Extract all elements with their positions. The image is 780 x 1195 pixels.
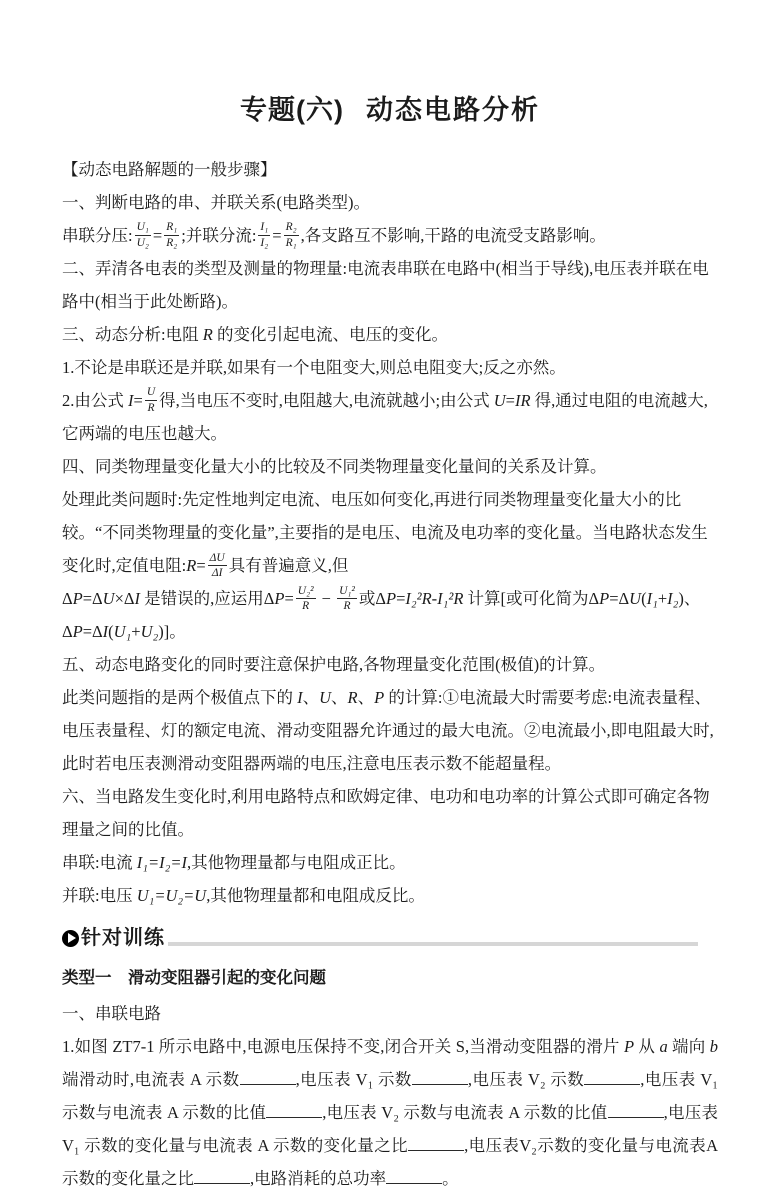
fraction: $\frac{U}{R}$ (146, 386, 156, 414)
step-4: 四、同类物理量变化量大小的比较及不同类物理量变化量间的关系及计算。 (62, 457, 607, 477)
answer-blank (194, 1170, 250, 1184)
type-one-heading: 类型一 滑动变阻器引起的变化问题 (62, 969, 326, 988)
answer-blank (240, 1071, 296, 1085)
step-3-note-1: 1.不论是串联还是并联,如果有一个电阻变大,则总电阻变大;反之亦然。 (62, 358, 566, 378)
fraction: $\frac{\text{U₁²}}{R}$ (339, 584, 355, 612)
training-section-title: 针对训练 (81, 927, 165, 950)
page-title-prefix: 专题(六) (240, 95, 344, 125)
training-section-header (62, 927, 698, 949)
step-5: 五、动态电路变化的同时要注意保护电路,各物理量变化范围(极值)的计算。 (62, 655, 606, 675)
fraction: $\frac{\text{R₁}}{\text{R₂}}$ (166, 221, 178, 249)
section-divider (168, 942, 698, 946)
formula-divide-line: 串联分压: $\frac{\text{U₁}}{\text{U₂}}$ = $\frac{\text{R₁}}{\text{R₂}}$ ;并联分流: $\frac{\text{I₁}}{\text{I₂}}$ = $\frac{\text{R₂}}{\text{R₁}}$ ,各支路互不影响,干路的电流受支路影响。 (62, 221, 606, 249)
step-6: 六、当电路发生变化时,利用电路特点和欧姆定律、电功和电功率的计算公式即可确定各物理量之间的比值。 (62, 787, 710, 840)
question-1: 1.如图 ZT7-1 所示电路中,电源电压保持不变,闭合开关 S,当滑动变阻器的滑片 P 从 a 端向 b 端滑动时,电流表 A 示数 ,电压表 V₁ 示数 ,电压表 V₂ 示数 ,电压表 V₁ 示数与电流表 A 示数的比值 ,电压表 V₂ 示数与电流表 A 示数的比值 ,电压表 V₁ 示数的变化量与电流表 A 示数的变化量之比 ,电压表V₂示数的变化量与电流表A示数的变化量之比 ,电路消耗的总功率 。 (62, 1037, 719, 1189)
step-2: 二、弄清各电表的类型及测量的物理量:电流表串联在电路中(相当于导线),电压表并联在电路中(相当于此处断路)。 (62, 259, 709, 312)
step-3: 三、动态分析:电阻 R 的变化引起电流、电压的变化。 (62, 325, 448, 345)
page-title-main: 动态电路分析 (365, 95, 540, 125)
fraction: $\frac{\Delta U}{\Delta I}$ (209, 551, 225, 579)
answer-blank (386, 1170, 442, 1184)
fraction: $\frac{\text{U₂²}}{R}$ (297, 584, 314, 612)
subsection-series-circuit: 一、串联电路 (62, 1004, 161, 1024)
series-rule: 串联:电流 I₁=I₂=I,其他物理量都与电阻成正比。 (62, 853, 406, 873)
steps-heading: 【动态电路解题的一般步骤】 (62, 160, 277, 179)
parallel-rule: 并联:电压 U₁=U₂=U,其他物理量都和电阻成反比。 (62, 886, 425, 906)
fraction: $\frac{\text{U₁}}{\text{U₂}}$ (136, 221, 149, 249)
page-title (62, 88, 718, 127)
fraction: $\frac{\text{R₂}}{\text{R₁}}$ (285, 221, 297, 249)
play-circle-icon (62, 930, 79, 947)
step-4-explain: 处理此类问题时:先定性地判定电流、电压如何变化,再进行同类物理量变化量大小的比较。“不同类物理量的变化量”,主要指的是电压、电流及电功率的变化量。当电路状态发生变化时,定值电阻:R= $\frac{\Delta U}{\Delta I}$ 具有普遍意义,但 (62, 490, 708, 579)
answer-blank (608, 1104, 664, 1118)
answer-blank (412, 1071, 468, 1085)
step-5-explain: 此类问题指的是两个极值点下的 I、U、R、P 的计算:①电流最大时需要考虑:电流表量程、电压表量程、灯的额定电流、滑动变阻器允许通过的最大电流。②电流最小,即电阻最大时,此时若电压表测滑动变阻器两端的电压,注意电压表示数不能超量程。 (62, 688, 714, 774)
answer-blank (266, 1104, 322, 1118)
step-4-delta-p-formula: ΔP=ΔU×ΔI 是错误的,应运用ΔP= $\frac{\text{U₂²}}{R}$ − $\frac{\text{U₁²}}{R}$ 或ΔP=I₂²R-I₁²R 计算[或可化简为ΔP=ΔU(I₁+I₂)、ΔP=ΔI(U₁+U₂)]。 (62, 584, 701, 642)
fraction: $\frac{\text{I₁}}{\text{I₂}}$ (260, 221, 269, 249)
step-1: 一、判断电路的串、并联关系(电路类型)。 (62, 193, 370, 212)
answer-blank (408, 1137, 464, 1151)
step-3-note-2: 2.由公式 I= $\frac{U}{R}$ 得,当电压不变时,电阻越大,电流就越小;由公式 U=IR 得,通过电阻的电流越大,它两端的电压也越大。 (62, 386, 708, 444)
answer-blank (584, 1071, 640, 1085)
